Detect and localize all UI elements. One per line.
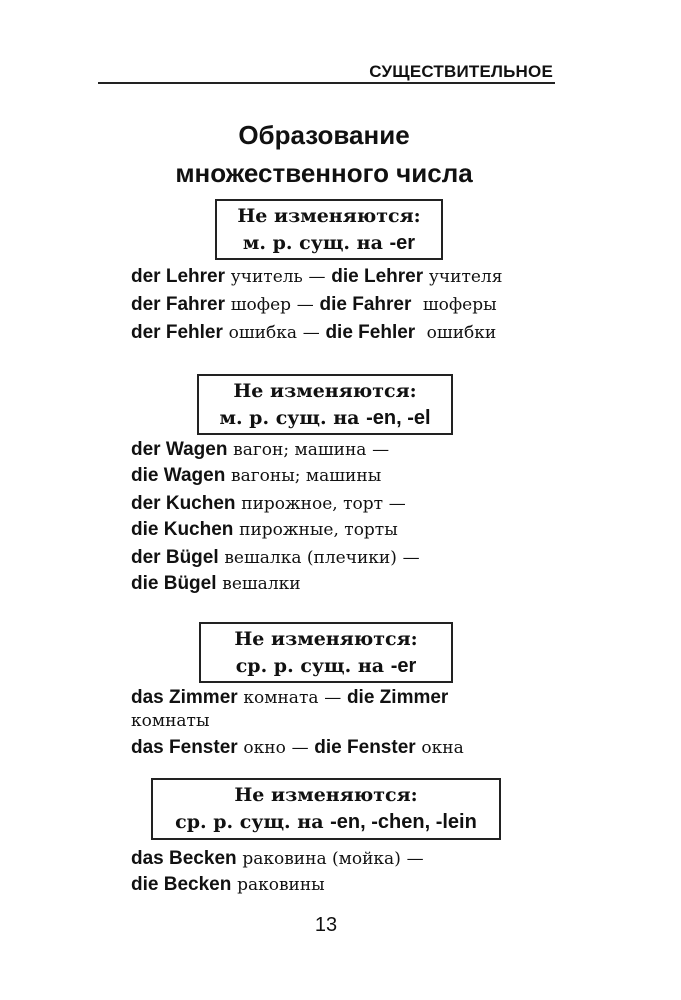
- entry-line: [131, 872, 325, 898]
- entry-line: [131, 264, 502, 290]
- dash: —: [406, 849, 424, 869]
- entry-line: [131, 463, 381, 489]
- entry-line: [131, 735, 464, 761]
- plural-noun: die Lehrer: [331, 266, 424, 287]
- dash: —: [308, 267, 326, 287]
- plural-translation: окна: [421, 738, 464, 758]
- singular-noun: das Fenster: [131, 737, 238, 758]
- rule-box-heading: Не изменяются:: [234, 784, 418, 806]
- page-title-line-2: множественного числа: [175, 158, 473, 188]
- header-rule: [98, 82, 555, 84]
- dash: —: [324, 688, 342, 708]
- rule-box-heading: Не изменяются:: [233, 380, 417, 402]
- rule-box-heading: Не изменяются:: [234, 628, 418, 650]
- singular-noun: der Lehrer: [131, 266, 225, 287]
- entry-line: [131, 437, 389, 463]
- page-number: 13: [314, 914, 338, 936]
- dash: —: [302, 323, 320, 343]
- plural-translation: шоферы: [422, 295, 497, 315]
- rule-prefix: ср. р. сущ. на: [235, 655, 385, 677]
- plural-noun: die Fehler: [325, 322, 416, 343]
- page-title-line-1: Образование: [238, 120, 410, 150]
- singular-translation: пирожное, торт: [241, 494, 384, 514]
- rule-box-heading: Не изменяются:: [237, 205, 421, 227]
- singular-translation: раковина (мойка): [242, 849, 401, 869]
- entry-line: [131, 545, 420, 571]
- plural-translation: вешалки: [222, 574, 301, 594]
- singular-noun: der Kuchen: [131, 493, 236, 514]
- entry-line: [131, 846, 424, 872]
- dash: —: [296, 295, 314, 315]
- singular-translation: окно: [243, 738, 286, 758]
- rule-box-rule: [199, 405, 451, 432]
- singular-translation: комната: [243, 688, 319, 708]
- singular-translation: учитель: [230, 267, 303, 287]
- rule-prefix: м. р. сущ. на: [219, 407, 360, 429]
- dash: —: [291, 738, 309, 758]
- rule-box-rule: [217, 230, 441, 257]
- rule-box-masc-en-el: [197, 374, 453, 435]
- singular-translation: вагон; машина: [233, 440, 367, 460]
- rule-prefix: м. р. сущ. на: [242, 232, 383, 254]
- plural-translation: комнаты: [131, 711, 210, 731]
- entry-line: [131, 571, 301, 597]
- singular-translation: ошибка: [228, 323, 297, 343]
- rule-box-masc-er: [215, 199, 443, 260]
- plural-translation: раковины: [237, 875, 325, 895]
- dash: —: [372, 440, 390, 460]
- plural-noun: die Bügel: [131, 573, 217, 594]
- entry-line: [131, 292, 497, 318]
- plural-translation: учителя: [428, 267, 503, 287]
- rule-suffix: -er: [389, 232, 416, 254]
- plural-noun: die Becken: [131, 874, 232, 895]
- singular-noun: das Becken: [131, 848, 237, 869]
- rule-box-rule: [153, 809, 499, 836]
- section-title: СУЩЕСТВИТЕЛЬНОЕ: [369, 62, 553, 81]
- singular-noun: der Fahrer: [131, 294, 225, 315]
- rule-suffix: -en, -chen, -lein: [330, 811, 477, 833]
- rule-prefix: ср. р. сущ. на: [175, 811, 324, 833]
- rule-box-neut-en-chen-lein: [151, 778, 501, 840]
- entry-line: [131, 708, 209, 734]
- rule-box-rule: [201, 653, 451, 680]
- entry-line: [131, 491, 406, 517]
- singular-noun: der Wagen: [131, 439, 228, 460]
- plural-noun: die Fahrer: [319, 294, 412, 315]
- rule-box-neut-er: [199, 622, 453, 683]
- plural-noun: die Kuchen: [131, 519, 234, 540]
- entry-line: [131, 517, 398, 543]
- singular-noun: der Bügel: [131, 547, 219, 568]
- plural-translation: ошибки: [426, 323, 497, 343]
- plural-translation: вагоны; машины: [231, 466, 382, 486]
- rule-suffix: -en, -el: [366, 407, 431, 429]
- plural-noun: die Wagen: [131, 465, 226, 486]
- dash: —: [388, 494, 406, 514]
- rule-suffix: -er: [390, 655, 417, 677]
- page-title: [98, 116, 550, 192]
- singular-translation: шофер: [230, 295, 292, 315]
- entry-line: [131, 320, 496, 346]
- plural-noun: die Zimmer: [346, 687, 449, 708]
- dash: —: [402, 548, 420, 568]
- plural-translation: пирожные, торты: [239, 520, 398, 540]
- singular-noun: der Fehler: [131, 322, 223, 343]
- singular-translation: вешалка (плечики): [224, 548, 397, 568]
- singular-noun: das Zimmer: [131, 687, 238, 708]
- plural-noun: die Fenster: [314, 737, 416, 758]
